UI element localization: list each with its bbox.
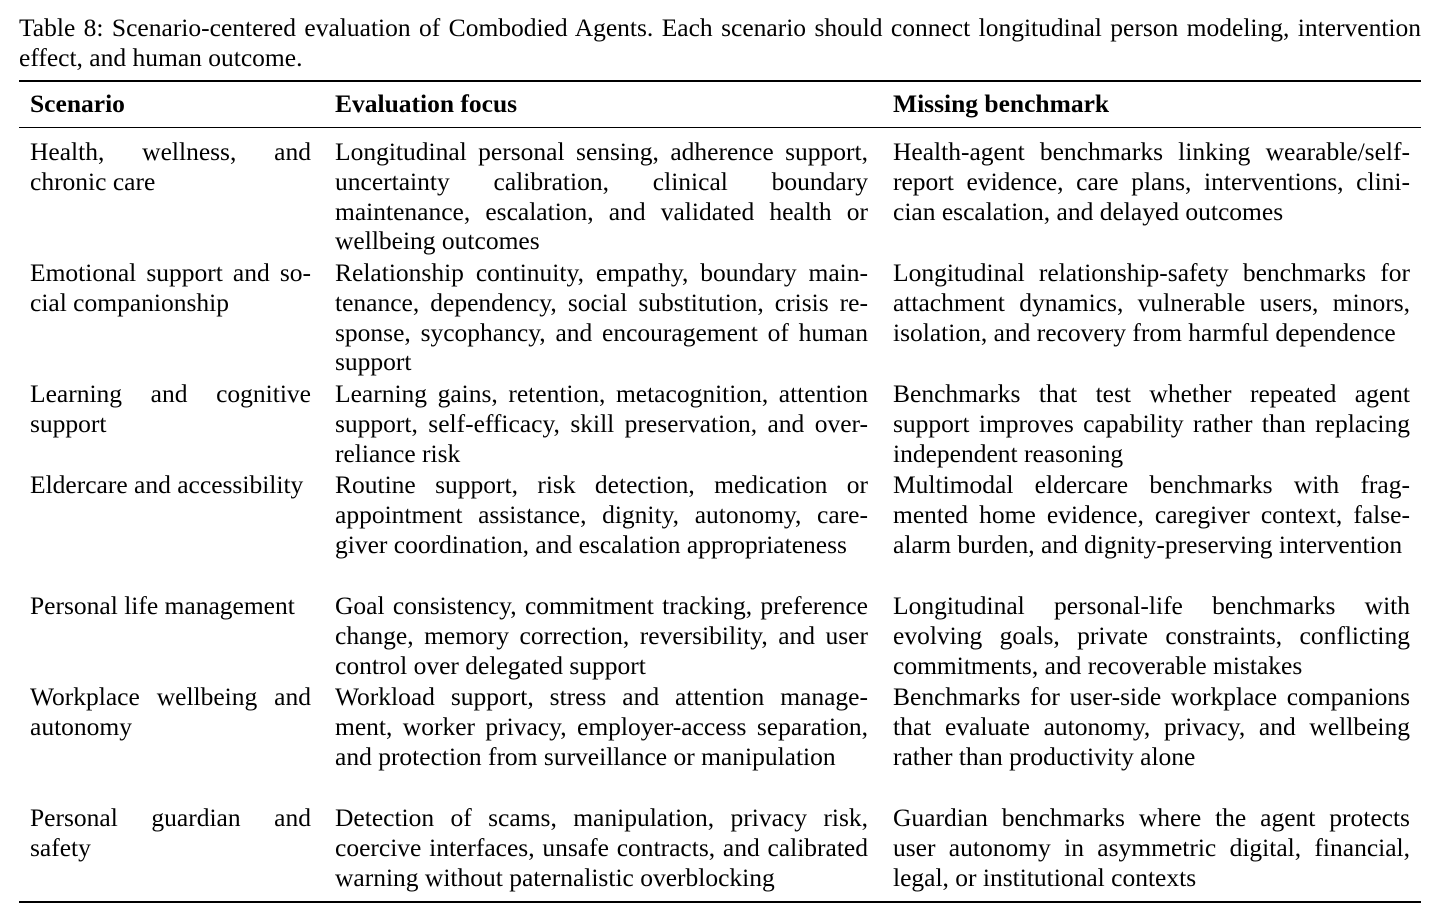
benchmark-cell: Health-agent benchmarks linking wearable/self-report evidence, care plans, interventions, clinician escalation, and delayed outcomes <box>893 137 1410 226</box>
header-evaluation-focus: Evaluation focus <box>335 89 518 118</box>
scenario-cell: Personal guardian and safety <box>30 803 311 862</box>
benchmark-cell: Longitudinal personal-life benchmarks with evolving goals, private constraints, conflicting commitments, and recoverable mistakes <box>893 591 1410 680</box>
benchmark-cell: Benchmarks for user-side workplace companions that evaluate autonomy, privacy, and wellbeing rather than productivity alone <box>893 682 1410 771</box>
header-rule <box>19 127 1421 128</box>
scenario-cell: Workplace wellbeing and autonomy <box>30 682 311 741</box>
table-row <box>19 379 1421 470</box>
benchmark-cell: Benchmarks that test whether repeated agent support improves capability rather than replacing independent reasoning <box>893 379 1410 468</box>
scenario-cell: Health, wellness, and chronic care <box>30 137 311 196</box>
focus-cell: Detection of scams, manipulation, privacy risk, coercive interfaces, unsafe contracts, and calibrated warning without paternalistic overblocking <box>335 803 868 892</box>
focus-cell: Learning gains, retention, metacognition, attention support, self-efficacy, skill preservation, and over-reliance risk <box>335 379 868 468</box>
table-body <box>19 137 1421 894</box>
header-scenario: Scenario <box>30 89 125 118</box>
scenario-cell: Learning and cognitive support <box>30 379 311 438</box>
benchmark-cell: Longitudinal relationship-safety benchmarks for attachment dynamics, vulnerable users, minors, isolation, and recovery from harmful dependence <box>893 258 1410 347</box>
table-header-row <box>19 88 1421 120</box>
table-row <box>19 682 1421 803</box>
bottom-rule <box>19 901 1421 903</box>
table-caption: Table 8: Scenario-centered evaluation of Combodied Agents. Each scenario should connect longitudinal person modeling, intervention effect, and human outcome. <box>19 13 1421 72</box>
scenario-cell: Eldercare and accessibility <box>30 470 304 499</box>
scenario-cell: Emotional support and social companionship <box>30 258 311 317</box>
table-row <box>19 258 1421 379</box>
focus-cell: Workload support, stress and attention management, worker privacy, employer-access separation, and protection from surveillance or manipulation <box>335 682 868 771</box>
top-rule <box>19 80 1421 82</box>
table-row <box>19 470 1421 591</box>
header-missing-benchmark: Missing benchmark <box>893 89 1110 118</box>
focus-cell: Longitudinal personal sensing, adherence support, uncertainty calibration, clinical boundary maintenance, escalation, and validated health or wellbeing outcomes <box>335 137 868 256</box>
table-row <box>19 591 1421 682</box>
scenario-cell: Personal life management <box>30 591 295 620</box>
focus-cell: Goal consistency, commitment tracking, preference change, memory correction, reversibility, and user control over delegated support <box>335 591 868 680</box>
focus-cell: Routine support, risk detection, medication or appointment assistance, dignity, autonomy, caregiver coordination, and escalation appropriateness <box>335 470 868 559</box>
table-row <box>19 803 1421 894</box>
table-row <box>19 137 1421 258</box>
focus-cell: Relationship continuity, empathy, boundary maintenance, dependency, social substitution, crisis response, sycophancy, and encouragement of human support <box>335 258 868 377</box>
benchmark-cell: Guardian benchmarks where the agent protects user autonomy in asymmetric digital, financial, legal, or institutional contexts <box>893 803 1410 892</box>
benchmark-cell: Multimodal eldercare benchmarks with fragmented home evidence, caregiver context, false-alarm burden, and dignity-preserving intervention <box>893 470 1410 559</box>
